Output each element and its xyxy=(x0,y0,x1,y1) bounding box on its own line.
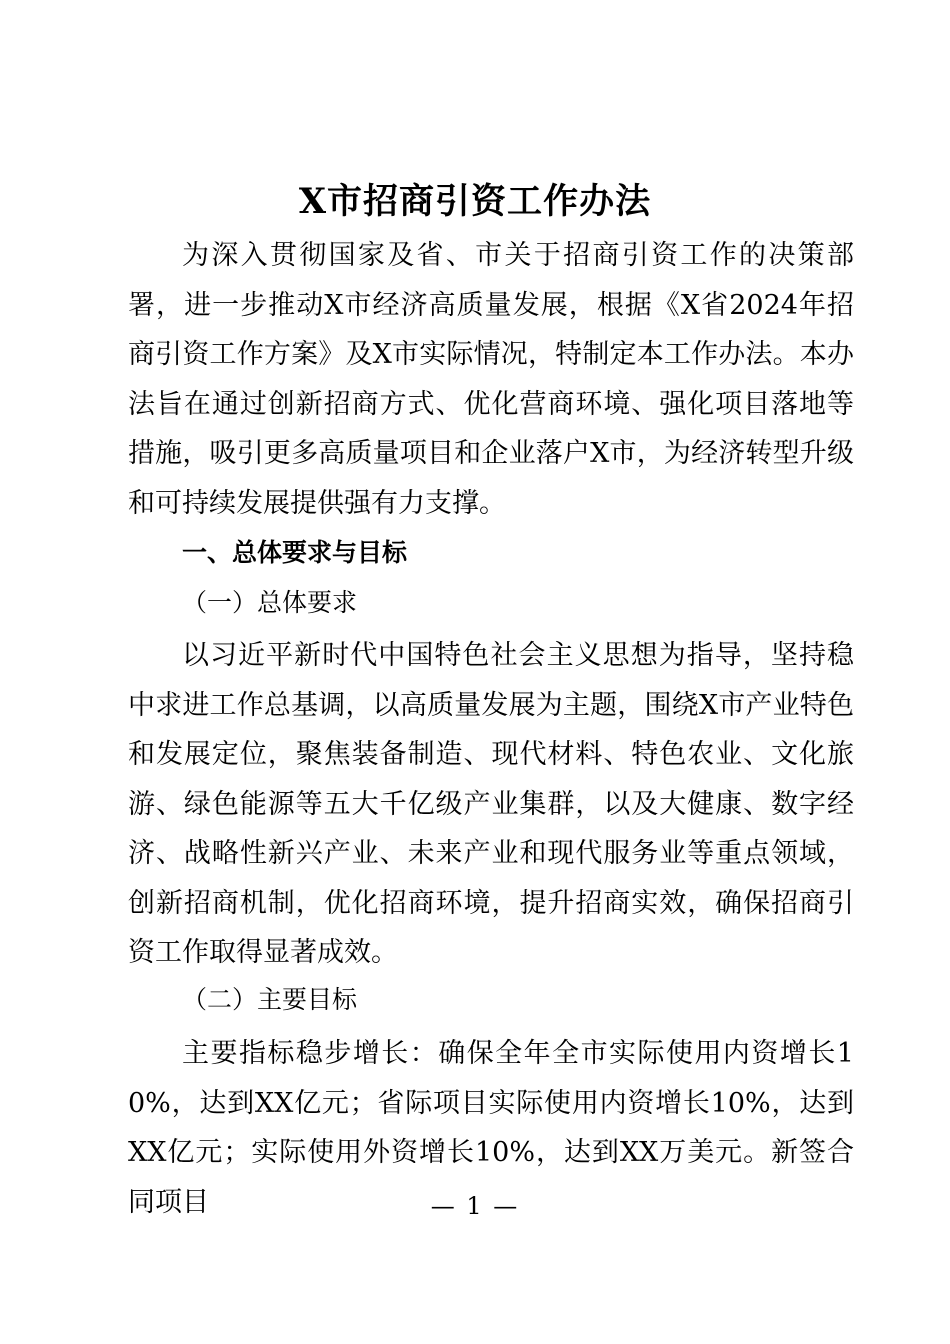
section-heading-1: 一、总体要求与目标 xyxy=(182,538,408,567)
page-number: — 1 — xyxy=(430,1192,520,1220)
general-requirements-paragraph: 以习近平新时代中国特色社会主义思想为指导，坚持稳中求进工作总基调，以高质量发展为主题，围绕X市产业特色和发展定位，聚焦装备制造、现代材料、特色农业、文化旅游、绿色能源等五大千亿级产业集群，以及大健康、数字经济、战略性新兴产业、未来产业和现代服务业等重点领域，创新招商机制，优化招商环境，提升招商实效，确保招商引资工作取得显著成效。 xyxy=(128,640,854,968)
main-targets-paragraph: 主要指标稳步增长：确保全年全市实际使用内资增长10%，达到XX亿元；省际项目实际使用内资增长10%，达到XX亿元；实际使用外资增长10%，达到XX万美元。新签合同项目 xyxy=(128,1038,854,1218)
subsection-heading-2: （二）主要目标 xyxy=(182,985,358,1014)
subsection-heading-1: （一）总体要求 xyxy=(182,588,358,617)
document-title: X市招商引资工作办法 xyxy=(298,181,652,222)
intro-paragraph: 为深入贯彻国家及省、市关于招商引资工作的决策部署，进一步推动X市经济高质量发展，根据《X省2024年招商引资工作方案》及X市实际情况，特制定本工作办法。本办法旨在通过创新招商方式、优化营商环境、强化项目落地等措施，吸引更多高质量项目和企业落户X市，为经济转型升级和可持续发展提供强有力支撑。 xyxy=(128,240,854,519)
